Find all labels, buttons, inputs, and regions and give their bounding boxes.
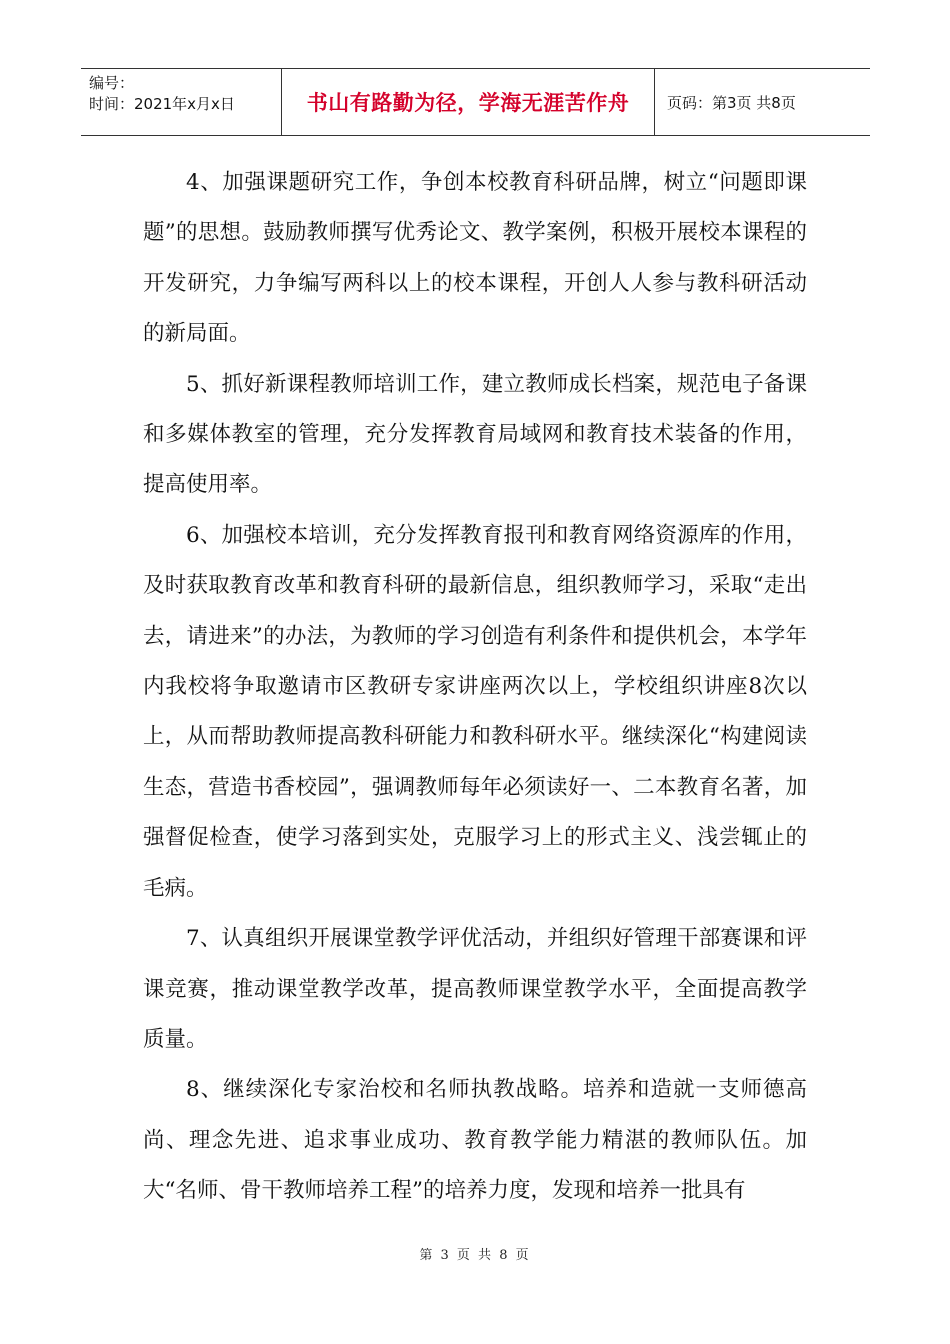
page-header (81, 68, 870, 136)
paragraph-5: 5、抓好新课程教师培训工作，建立教师成长档案，规范电子备课和多媒体教室的管理，充分发挥教育局域网和教育技术装备的作用，提高使用率。 (143, 371, 807, 498)
document-body (143, 158, 807, 1217)
header-page-code: 页码：第3页 共8页 (667, 93, 796, 112)
page-footer: 第 3 页 共 8 页 (419, 1248, 531, 1263)
paragraph-6: 6、加强校本培训，充分发挥教育报刊和教育网络资源库的作用，及时获取教育改革和教育科研的最新信息，组织教师学习，采取“走出去，请进来”的办法，为教师的学习创造有利条件和提供机会，本学年内我校将争取邀请市区教研专家讲座两次以上，学校组织讲座8次以上，从而帮助教师提高教科研能力和教科研水平。继续深化“构建阅读生态，营造书香校园”，强调教师每年必须读好一、二本教育名著，加强督促检查，使学习落到实处，克服学习上的形式主义、浅尝辄止的毛病。 (143, 522, 807, 901)
header-motto: 书山有路勤为径，学海无涯苦作舟 (282, 69, 655, 135)
document-number-label: 编号： (89, 74, 135, 92)
paragraph-4: 4、加强课题研究工作，争创本校教育科研品牌，树立“问题即课题”的思想。鼓励教师撰写优秀论文、教学案例，积极开展校本课程的开发研究，力争编写两科以上的校本课程，开创人人参与教科研活动的新局面。 (143, 170, 807, 347)
document-time-label: 时间：2021年x月x日 (89, 95, 235, 113)
paragraph-7: 7、认真组织开展课堂教学评优活动，并组织好管理干部赛课和评课竞赛，推动课堂教学改革，提高教师课堂教学水平，全面提高教学质量。 (143, 926, 807, 1052)
paragraph-8: 8、继续深化专家治校和名师执教战略。培养和造就一支师德高尚、理念先进、追求事业成功、教育教学能力精湛的教师队伍。加大“名师、骨干教师培养工程”的培养力度，发现和培养一批具有 (143, 1077, 807, 1204)
header-meta-cell (81, 69, 282, 135)
